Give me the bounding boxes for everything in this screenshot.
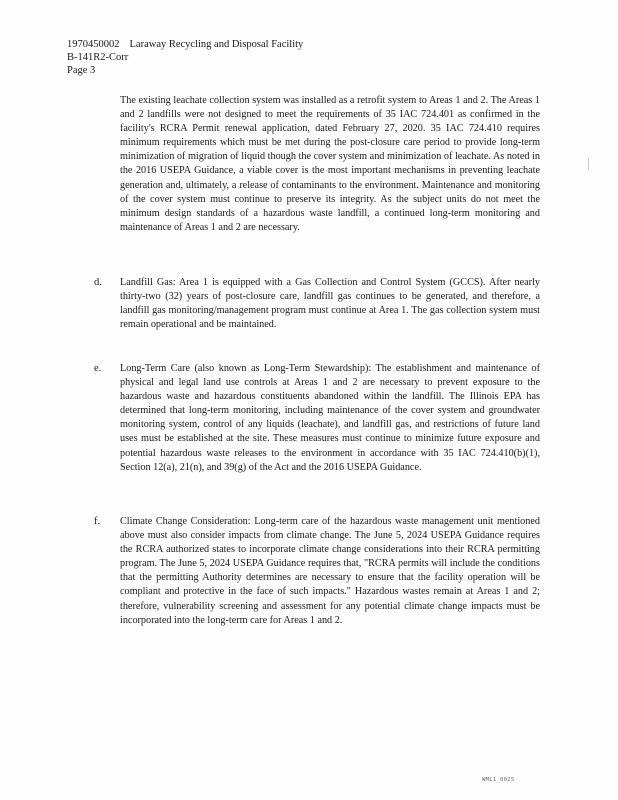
header-permit: B-141R2-Corr [67, 52, 129, 63]
item-f-text: Climate Change Consideration: Long-term care of the hazardous waste management unit mentioned above must also consider impacts from climate change. The June 5, 2024 USEPA Guidance requires the RCRA authorized states to incorporate climate change considerations into their RCRA permitting program. The June 5, 2024 USEPA Guidance requires that, "RCRA permits will include the conditions that the permitting Authority determines are necessary to ensure that the facility operation will be compliant and protective in the face of such impacts." Hazardous wastes remain at Areas 1 and 2; therefore, vulnerability screening and assessment for any potential climate change impacts must be incorporated into the long-term care for Areas 1 and 2. [120, 516, 540, 626]
header-facility: Laraway Recycling and Disposal Facility [129, 39, 304, 50]
item-d-text: Landfill Gas: Area 1 is equipped with a Gas Collection and Control System (GCCS). After nearly thirty-two (32) years of post-closure care, landfill gas continues to be generated, and therefore, a landfill gas monitoring/management program must continue at Area 1. The gas collection system must remain operational and be maintained. [120, 277, 540, 331]
item-f-label: f. [94, 516, 101, 527]
page-header [67, 38, 303, 77]
footer-stamp: WML1_0025 [482, 777, 515, 783]
item-e-label: e. [94, 363, 102, 374]
item-d-label: d. [94, 277, 102, 288]
margin-mark [588, 158, 589, 170]
header-doc-id: 1970450002 [67, 39, 120, 50]
header-line-1 [67, 38, 303, 51]
item-e-text: Long-Term Care (also known as Long-Term Stewardship): The establishment and maintenance of physical and legal land use controls at Areas 1 and 2 are necessary to prevent exposure to the hazardous waste and hazardous constituents abandoned within the landfill. The Illinois EPA has determined that long-term monitoring, including maintenance of the cover system and groundwater monitoring system, control of any liquids (leachate), and landfill gas, and restrictions of future land uses must be established at the site. These measures must continue to minimize future exposure and potential hazardous waste releases to the environment in accordance with 35 IAC 724.410(b)(1), Section 12(a), 21(n), and 39(g) of the Act and the 2016 USEPA Guidance. [120, 363, 540, 473]
header-page-number: Page 3 [67, 65, 96, 76]
intro-paragraph: The existing leachate collection system was installed as a retrofit system to Areas 1 and 2. The Areas 1 and 2 landfills were not designed to meet the requirements of 35 IAC 724.401 as confirmed in the facility's RCRA Permit renewal application, dated February 27, 2020. 35 IAC 724.410 requires minimum requirements which must be met during the post-closure care period to provide long-term minimization of migration of liquid though the cover system and minimization of leachate. As noted in the 2016 USEPA Guidance, a viable cover is the most important mechanisms in preventing leachate generation and, ultimately, a release of contaminants to the environment. Maintenance and monitoring of the cover system must continue to preserve its integrity. As the subject units do not meet the minimum design standards of a hazardous waste landfill, a continued long-term monitoring and maintenance of Areas 1 and 2 are necessary. [120, 95, 540, 233]
